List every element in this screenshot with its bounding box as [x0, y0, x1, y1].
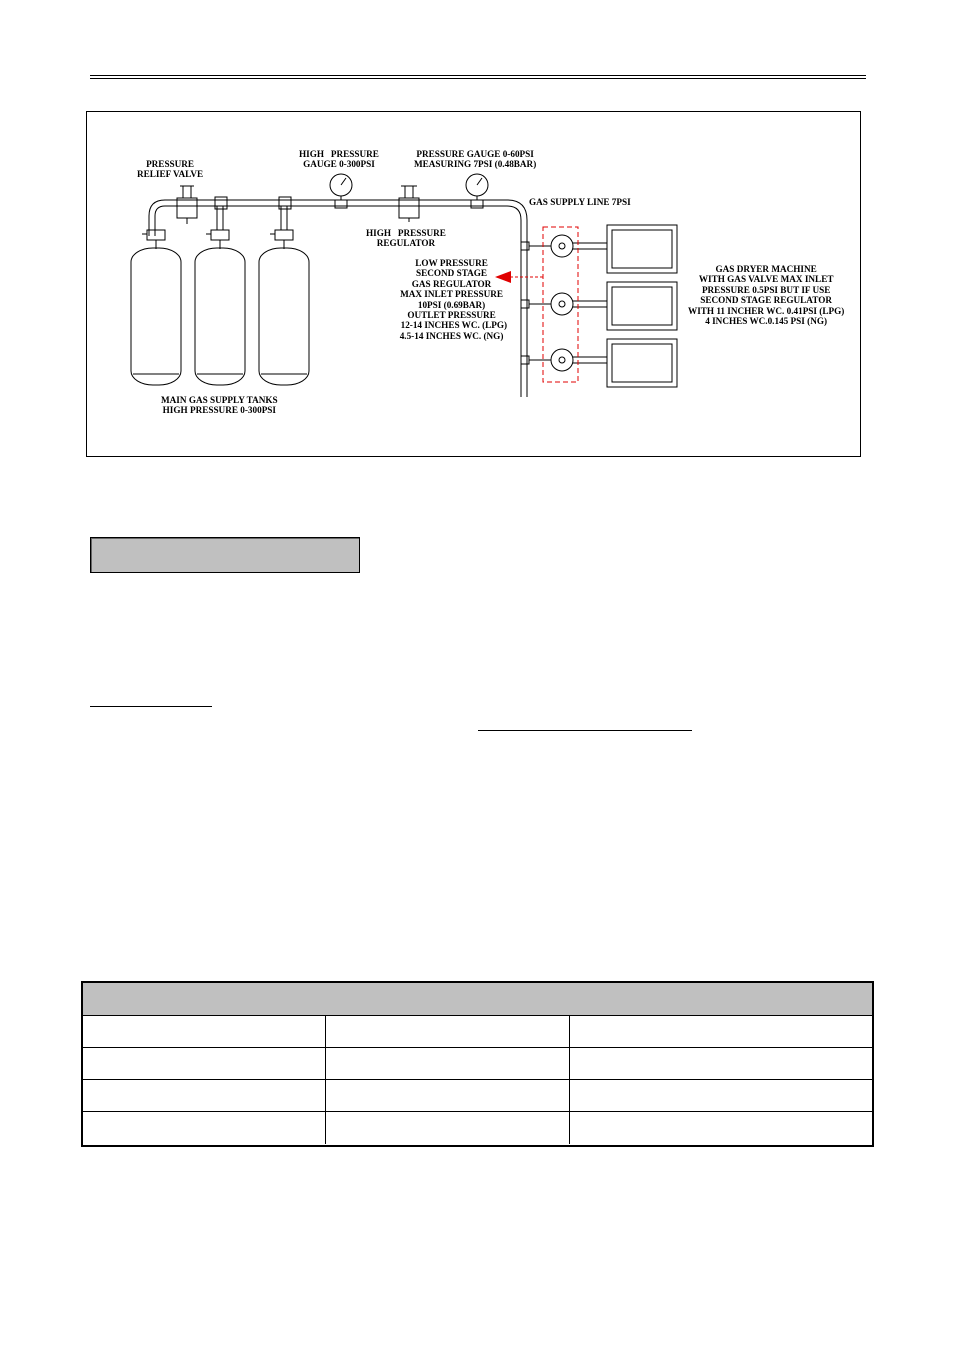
table-cell	[83, 1080, 326, 1111]
header-rule-top	[90, 75, 866, 76]
second-stage-regulator-1	[529, 235, 607, 257]
gas-tank-2	[195, 206, 245, 385]
gas-pressure-table	[81, 981, 874, 1147]
table-cell	[83, 1048, 326, 1079]
branch-fitting-3	[521, 356, 529, 364]
table-cell	[570, 1112, 872, 1144]
high-pressure-regulator-icon	[399, 186, 419, 222]
high-pressure-gauge-icon	[330, 174, 352, 208]
label-main-gas-tanks: MAIN GAS SUPPLY TANKS HIGH PRESSURE 0-300PSI	[161, 395, 278, 416]
table-cell	[570, 1080, 872, 1111]
table-row	[83, 1016, 872, 1048]
header-rule-bottom	[90, 78, 866, 79]
table-row	[83, 1112, 872, 1144]
gas-tank-3	[259, 206, 309, 385]
underline-1	[90, 706, 212, 707]
table-cell	[326, 1080, 570, 1111]
table-cell	[83, 1112, 326, 1144]
gas-dryer-machine-3	[607, 339, 677, 387]
table-cell	[570, 1048, 872, 1079]
gas-supply-diagram	[86, 111, 861, 457]
label-second-stage-regulator: LOW PRESSURE SECOND STAGE GAS REGULATOR MAX INLET PRESSURE 10PSI (0.69BAR) OUTLET PRESSURE 12-14 INCHES WC. (LPG) 4.5-14 INCHES WC. (NG)	[399, 258, 508, 341]
table-cell	[326, 1048, 570, 1079]
second-stage-regulator-3	[529, 349, 607, 371]
branch-fitting-1	[521, 242, 529, 250]
underline-2	[478, 730, 692, 731]
table-cell	[83, 1016, 326, 1047]
table-row	[83, 1080, 872, 1112]
section-heading-box	[90, 537, 360, 573]
label-high-pressure-regulator: HIGH PRESSURE REGULATOR	[366, 228, 446, 249]
label-high-pressure-gauge: HIGH PRESSURE GAUGE 0-300PSI	[299, 149, 379, 170]
gas-tank-1	[131, 230, 181, 385]
table-row	[83, 1048, 872, 1080]
label-pressure-relief-valve: PRESSURE RELIEF VALVE	[137, 159, 204, 180]
table-cell	[326, 1112, 570, 1144]
gas-dryer-machine-2	[607, 282, 677, 330]
gas-dryer-machine-1	[607, 225, 677, 273]
table-header	[83, 983, 872, 1016]
relief-valve-icon	[177, 186, 197, 224]
low-range-gauge-icon	[466, 174, 488, 208]
label-pressure-gauge-60psi: PRESSURE GAUGE 0-60PSI MEASURING 7PSI (0.48BAR)	[414, 149, 537, 170]
label-gas-supply-line: GAS SUPPLY LINE 7PSI	[529, 197, 631, 207]
second-stage-regulator-2	[529, 293, 607, 315]
label-gas-dryer-machine: GAS DRYER MACHINE WITH GAS VALVE MAX INLET PRESSURE 0.5PSI BUT IF USE SECOND STAGE REGULATOR WITH 11 INCHER WC. 0.41PSI (LPG) 4 INCHES WC.0.145 PSI (NG)	[688, 264, 845, 327]
table-cell	[326, 1016, 570, 1047]
branch-fitting-2	[521, 300, 529, 308]
table-cell	[570, 1016, 872, 1047]
